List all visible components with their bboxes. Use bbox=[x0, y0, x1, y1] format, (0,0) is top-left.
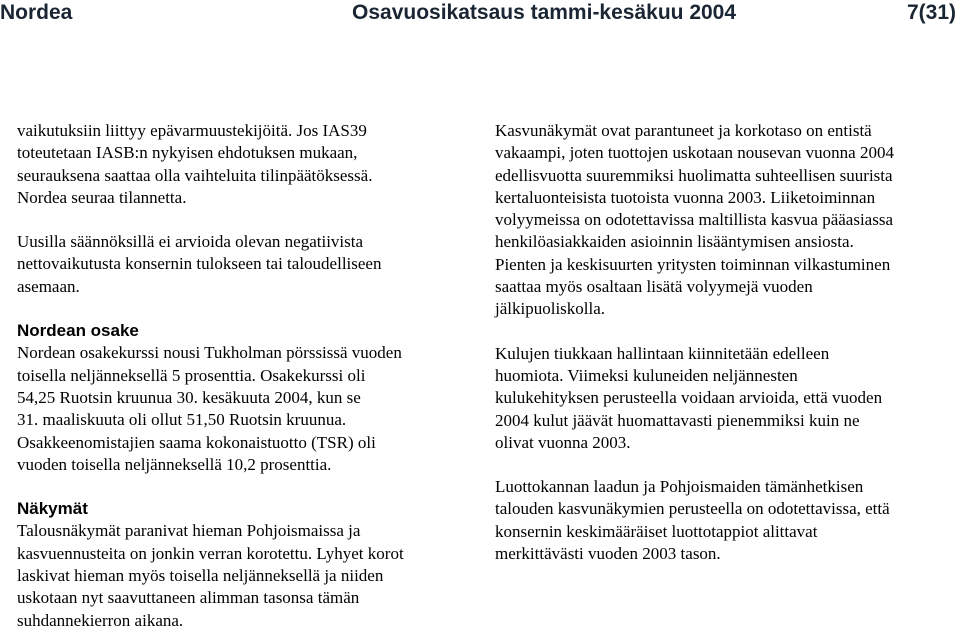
paragraph-credit-losses: Luottokannan laadun ja Pohjoismaiden tämänhetkisen talouden kasvunäkymien perusteella on odotettavissa, että konsernin keskimääräiset luottotappiot alittavat merkittävästi vuoden 2003 tason. bbox=[495, 477, 890, 564]
heading-outlook: Näkymät bbox=[17, 499, 88, 519]
paragraph-growth-outlook: Kasvunäkymät ovat parantuneet ja korkotaso on entistä vakaampi, joten tuottojen uskotaan nousevan vuonna 2004 edellisvuotta suuremmiksi huolimatta suhteellisen suurista kertaluonteisista tuotoista vuonna 2003. Liiketoiminnan volyymeissa on odotettavissa maltillista kasvua pääasiassa henkilöasiakkaiden asioinnin lisääntymisen ansiosta. Pienten ja keskisuurten yritysten toiminnan vilkastuminen saattaa myös osaltaan lisätä volyymejä vuoden jälkipuoliskolla. bbox=[495, 121, 894, 319]
report-title: Osavuosikatsaus tammi-kesäkuu 2004 bbox=[352, 1, 737, 24]
page-number: 7(31) bbox=[906, 1, 956, 24]
paragraph-cost-control: Kulujen tiukkaan hallintaan kiinnitetään edelleen huomiota. Viimeksi kuluneiden neljännesten kulukehityksen perusteella voidaan arvioida, että vuoden 2004 kulut jäävät huomattavasti pienemmiksi kuin ne olivat vuonna 2003. bbox=[495, 343, 883, 452]
paragraph-outlook: Talousnäkymät paranivat hieman Pohjoismaissa ja kasvuennusteita on jonkin verran korotettu. Lyhyet korot laskivat hieman myös toisella neljänneksellä ja niiden uskotaan nyt saavuttaneen alimman tasonsa tämän suhdannekierron aikana. bbox=[17, 521, 404, 630]
paragraph-new-rules: Uusilla säännöksillä ei arvioida olevan negatiivista nettovaikutusta konsernin tulokseen tai taloudelliseen asemaan. bbox=[17, 232, 382, 296]
company-name: Nordea bbox=[0, 1, 73, 24]
page-header bbox=[0, 0, 960, 30]
paragraph-share-price: Nordean osakekurssi nousi Tukholman pörssissä vuoden toisella neljänneksellä 5 prosenttia. Osakekurssi oli 54,25 Ruotsin kruunua 30. kesäkuuta 2004, kun se 31. maaliskuuta oli ollut 51,50 Ruotsin kruunua. Osakkeenomistajien saama kokonaistuotto (TSR) oli vuoden toisella neljänneksellä 10,2 prosenttia. bbox=[17, 343, 402, 474]
heading-nordea-share: Nordean osake bbox=[17, 321, 139, 341]
paragraph-ias39-risk: vaikutuksiin liittyy epävarmuustekijöitä. Jos IAS39 toteutetaan IASB:n nykyisen ehdotuksen mukaan, seurauksena saattaa olla vaihteluita tilinpäätöksessä. Nordea seuraa tilannetta. bbox=[17, 121, 373, 207]
right-column bbox=[495, 120, 955, 565]
left-column bbox=[17, 120, 462, 632]
